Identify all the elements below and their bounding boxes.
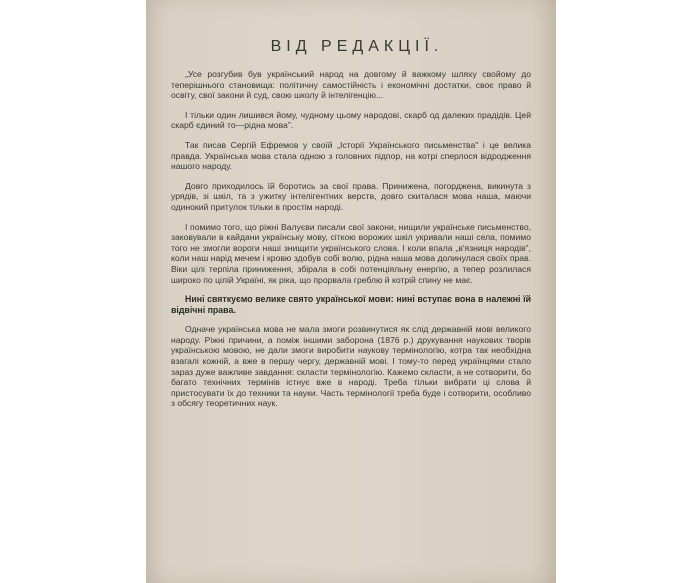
- paragraph-efremov: Так писав Сергій Ефремов у своїй „Історії Українського письменства" і це велика правда. Українська мова стала одною з головних підпор, на котрі сперлося відродження нашого народу.: [171, 139, 531, 172]
- page-content: [171, 38, 531, 418]
- article-body: [171, 69, 531, 409]
- paragraph-celebration: Нині святкуємо велике свято української мови: нині вступає вона в належні їй відвічні права.: [171, 294, 531, 315]
- paragraph-quote-2: І тільки один лишився йому, чудному цьому народові, скарб од далеких прадідів. Цей скарб єдиний то—рідна мова".: [171, 109, 531, 131]
- paragraph-valuev: І помимо того, що ріжні Валуєви писали свої закони, нищили українське письменство, заковували в кайдани українську мову, сіткою ворожих шкіл укривали наші села, помимо того не змогли вороги наші знищити українського слова. І коли впала „в'язниця народів", коли наш нарід мечем і кровю здобув собі волю, рідна наша мова долинулася своїх прав. Віки цілі терпіла приниження, збірала в собі потенціяльну енергію, а тепер розлилася широко по цілій Україні, як ріка, що прорвала греблю й котрій спину не має.: [171, 221, 531, 285]
- page-title: ВІД РЕДАКЦІЇ.: [270, 38, 444, 55]
- paragraph-terminology: Одначе українська мова не мала змоги розвинутися як слід державній мові великого народу. Ріжні причини, а поміж іншими заборона (1876 р.) друкування наукових творів українською мовою, не дали змоги виробити наукову термінологію, котра так необхідна взагалі кожній, а вже в першу чергу, державній мові. І тому-то перед українцями стало зараз дуже важливе завдання: скласти термінологію. Кажемо скласти, а не сотворити, бо багато технічних термінів істнує вже в народі. Треба тільки вибрати ці слова й пристосувати їх до техники та науки. Часть термінології треба буде і сотворити, особливо з обсягу теоретичних наук.: [171, 324, 531, 409]
- paragraph-quote-1: „Усе розгубив був український народ на довгому й важкому шляху свойому до теперішнього становища: політичну самостійність і економічні достатки, своє право й освіту, свої закони й суд, свою школу й інтелігенцію...: [171, 69, 531, 101]
- document-page: [146, 0, 556, 583]
- paragraph-struggle: Довго приходилось їй боротись за свої права. Принижена, погорджена, викинута з урядів, зі шкіл, та з ужитку інтелігентних верств, довго скиталася мова наша, маючи одинокий притулок тільки в простім народі.: [171, 180, 531, 212]
